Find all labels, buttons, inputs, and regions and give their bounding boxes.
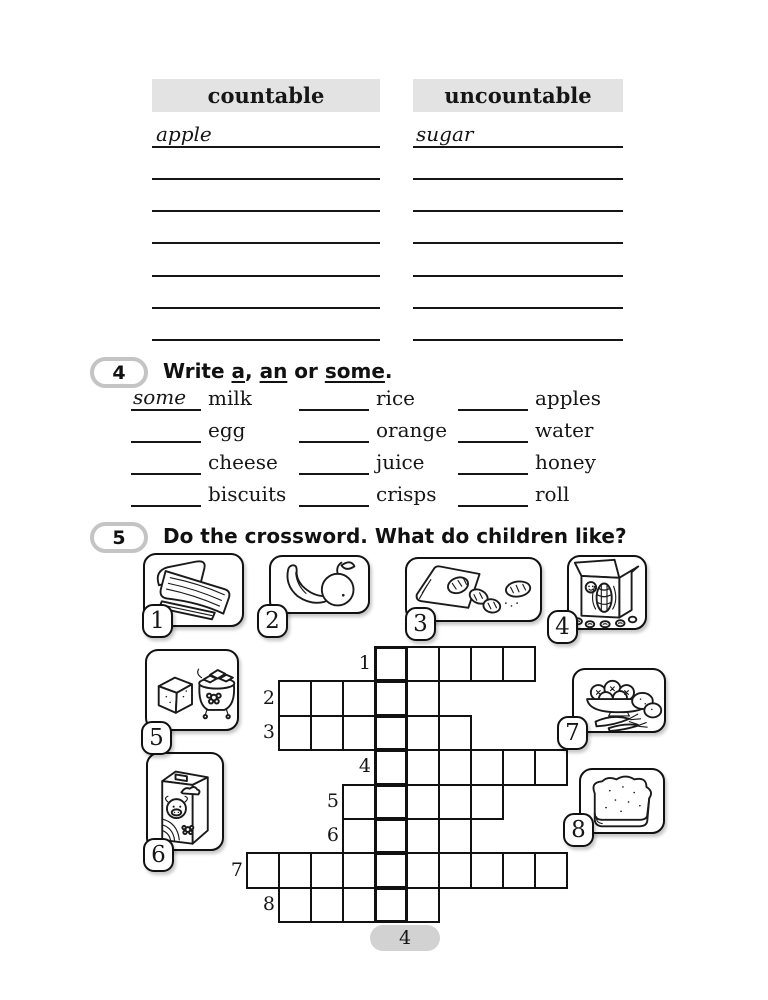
picture-number-badge: 2: [257, 604, 288, 638]
crossword-cell[interactable]: [342, 852, 376, 888]
writing-line[interactable]: [413, 307, 623, 309]
crossword-cell-answer-column[interactable]: [374, 784, 408, 820]
answer-blank[interactable]: [299, 385, 369, 411]
crossword-cell[interactable]: [406, 784, 440, 820]
crossword-cell[interactable]: [438, 818, 472, 854]
crossword-cell[interactable]: [534, 749, 568, 785]
crossword-cell[interactable]: [310, 887, 344, 923]
crossword-cell[interactable]: [502, 646, 536, 682]
answer-blank[interactable]: [131, 417, 201, 443]
picture-number-badge: 1: [142, 604, 173, 638]
title-text: .: [384, 359, 393, 383]
answer-blank[interactable]: [458, 449, 528, 475]
writing-line[interactable]: [152, 178, 380, 180]
crossword-clue-number: 2: [262, 686, 275, 709]
crossword-cell[interactable]: [470, 852, 504, 888]
picture-number-badge: 5: [141, 721, 172, 755]
answer-blank[interactable]: [458, 481, 528, 507]
crossword-clue-number: 6: [326, 824, 339, 847]
word-label: juice: [376, 450, 425, 474]
fill-in-item: [299, 449, 425, 475]
word-label: roll: [535, 482, 570, 506]
crossword-cell[interactable]: [438, 852, 472, 888]
word-label: biscuits: [208, 482, 287, 506]
underlined-a: a: [231, 359, 246, 383]
crossword-cell[interactable]: [534, 852, 568, 888]
sugar-icon: [147, 651, 237, 729]
underlined-an: an: [259, 359, 288, 383]
word-label: egg: [208, 418, 246, 442]
crossword-clue-number: 1: [358, 652, 371, 675]
crossword-cell[interactable]: [342, 680, 376, 716]
word-label: honey: [535, 450, 596, 474]
writing-line[interactable]: [152, 242, 380, 244]
answer-blank[interactable]: [131, 385, 201, 411]
crossword-cell-answer-column[interactable]: [374, 715, 408, 751]
writing-line[interactable]: [152, 307, 380, 309]
fill-in-item: [458, 481, 569, 507]
crossword-cell[interactable]: [502, 749, 536, 785]
exercise-4-title: [163, 359, 393, 383]
crossword-cell[interactable]: [438, 646, 472, 682]
crossword-cell[interactable]: [470, 784, 504, 820]
fill-in-item: [131, 481, 286, 507]
crossword-cell[interactable]: [246, 852, 280, 888]
word-label: cheese: [208, 450, 278, 474]
crossword-cell[interactable]: [342, 887, 376, 923]
page-number: 4: [370, 925, 440, 951]
writing-line[interactable]: [413, 146, 623, 148]
answer-blank[interactable]: [458, 417, 528, 443]
picture-card-vegetables: [565, 668, 666, 746]
word-label: water: [535, 418, 594, 442]
picture-card-bacon: [143, 553, 244, 634]
crossword-grid: [230, 646, 568, 924]
word-label: orange: [376, 418, 448, 442]
crossword-cell[interactable]: [310, 852, 344, 888]
crossword-clue-number: 4: [358, 755, 371, 778]
writing-line[interactable]: [152, 210, 380, 212]
picture-number-badge: 8: [563, 813, 594, 847]
answer-blank[interactable]: [131, 449, 201, 475]
picture-number-badge: 4: [547, 610, 578, 644]
picture-card-cereal: [555, 555, 647, 640]
crossword-cell[interactable]: [310, 715, 344, 751]
crossword-cell-answer-column[interactable]: [374, 646, 408, 682]
exercise-5-title: Do the crossword. What do children like?: [163, 524, 627, 548]
crossword-cell[interactable]: [470, 749, 504, 785]
word-label: rice: [376, 386, 415, 410]
crossword-cell[interactable]: [342, 818, 376, 854]
fill-in-item: [131, 449, 278, 475]
word-label: apples: [535, 386, 602, 410]
crossword-cell[interactable]: [278, 852, 312, 888]
milk-carton-icon: [148, 754, 222, 849]
crossword-cell[interactable]: [278, 715, 312, 751]
fill-in-item: [299, 481, 437, 507]
crossword-cell-answer-column[interactable]: [374, 852, 408, 888]
picture-number-badge: 6: [143, 838, 174, 872]
crossword-cell[interactable]: [278, 680, 312, 716]
crossword-cell-answer-column[interactable]: [374, 818, 408, 854]
crossword-cell[interactable]: [406, 646, 440, 682]
crossword-clue-number: 3: [262, 720, 275, 743]
writing-line[interactable]: [413, 210, 623, 212]
countable-header: countable: [152, 79, 380, 112]
uncountable-header: uncountable: [413, 79, 623, 112]
fill-in-item: [131, 385, 252, 411]
writing-line[interactable]: [152, 146, 380, 148]
picture-card-crisps: [405, 557, 542, 637]
crossword-cell[interactable]: [406, 715, 440, 751]
crossword-cell[interactable]: [310, 680, 344, 716]
title-text: ,: [245, 359, 260, 383]
crossword-cell-answer-column[interactable]: [374, 887, 408, 923]
countable-example-word: apple: [156, 122, 212, 146]
crossword-cell[interactable]: [406, 887, 440, 923]
crossword-cell[interactable]: [438, 715, 472, 751]
crossword-cell[interactable]: [342, 784, 376, 820]
crossword-cell[interactable]: [438, 749, 472, 785]
writing-line[interactable]: [152, 339, 380, 341]
answer-blank[interactable]: [458, 385, 528, 411]
cereal-box-icon: [569, 557, 645, 628]
writing-line[interactable]: [413, 275, 623, 277]
picture-number-badge: 3: [405, 607, 436, 641]
answer-blank[interactable]: [299, 481, 369, 507]
vegetables-icon: [574, 670, 664, 731]
crossword-cell[interactable]: [438, 784, 472, 820]
crossword-cell[interactable]: [406, 818, 440, 854]
crossword-cell[interactable]: [406, 680, 440, 716]
fill-in-item: [299, 385, 415, 411]
writing-line[interactable]: [413, 178, 623, 180]
picture-card-sugar: [145, 649, 239, 751]
picture-number-badge: 7: [557, 716, 588, 750]
underlined-some: some: [324, 359, 385, 383]
word-label: crisps: [376, 482, 437, 506]
answer-blank[interactable]: [299, 449, 369, 475]
crossword-cell[interactable]: [406, 852, 440, 888]
fill-in-item: [458, 417, 593, 443]
fill-in-item: [131, 417, 245, 443]
fruit-icon: [271, 557, 368, 612]
crossword-cell[interactable]: [342, 715, 376, 751]
uncountable-example-word: sugar: [416, 122, 474, 146]
picture-card-fruit: [265, 555, 370, 634]
fill-in-item: [458, 385, 601, 411]
crossword-cell-answer-column[interactable]: [374, 749, 408, 785]
crossword-cell[interactable]: [470, 646, 504, 682]
crossword-clue-number: 7: [230, 858, 243, 881]
picture-card-toast: [571, 768, 665, 843]
written-answer: some: [133, 385, 187, 409]
writing-line[interactable]: [413, 339, 623, 341]
crossword-cell-answer-column[interactable]: [374, 680, 408, 716]
picture-card-milk: [146, 752, 224, 868]
crossword-cell[interactable]: [406, 749, 440, 785]
writing-line[interactable]: [413, 242, 623, 244]
answer-blank[interactable]: [131, 481, 201, 507]
title-text: Write: [163, 359, 232, 383]
crossword-cell[interactable]: [502, 852, 536, 888]
crossword-clue-number: 5: [326, 789, 339, 812]
exercise-5-number-badge: 5: [90, 522, 148, 553]
title-text: or: [287, 359, 325, 383]
word-label: milk: [208, 386, 252, 410]
answer-blank[interactable]: [299, 417, 369, 443]
crossword-cell[interactable]: [278, 887, 312, 923]
fill-in-item: [458, 449, 596, 475]
crossword-clue-number: 8: [262, 892, 275, 915]
exercise-4-number-badge: 4: [90, 357, 148, 388]
writing-line[interactable]: [152, 275, 380, 277]
fill-in-item: [299, 417, 447, 443]
